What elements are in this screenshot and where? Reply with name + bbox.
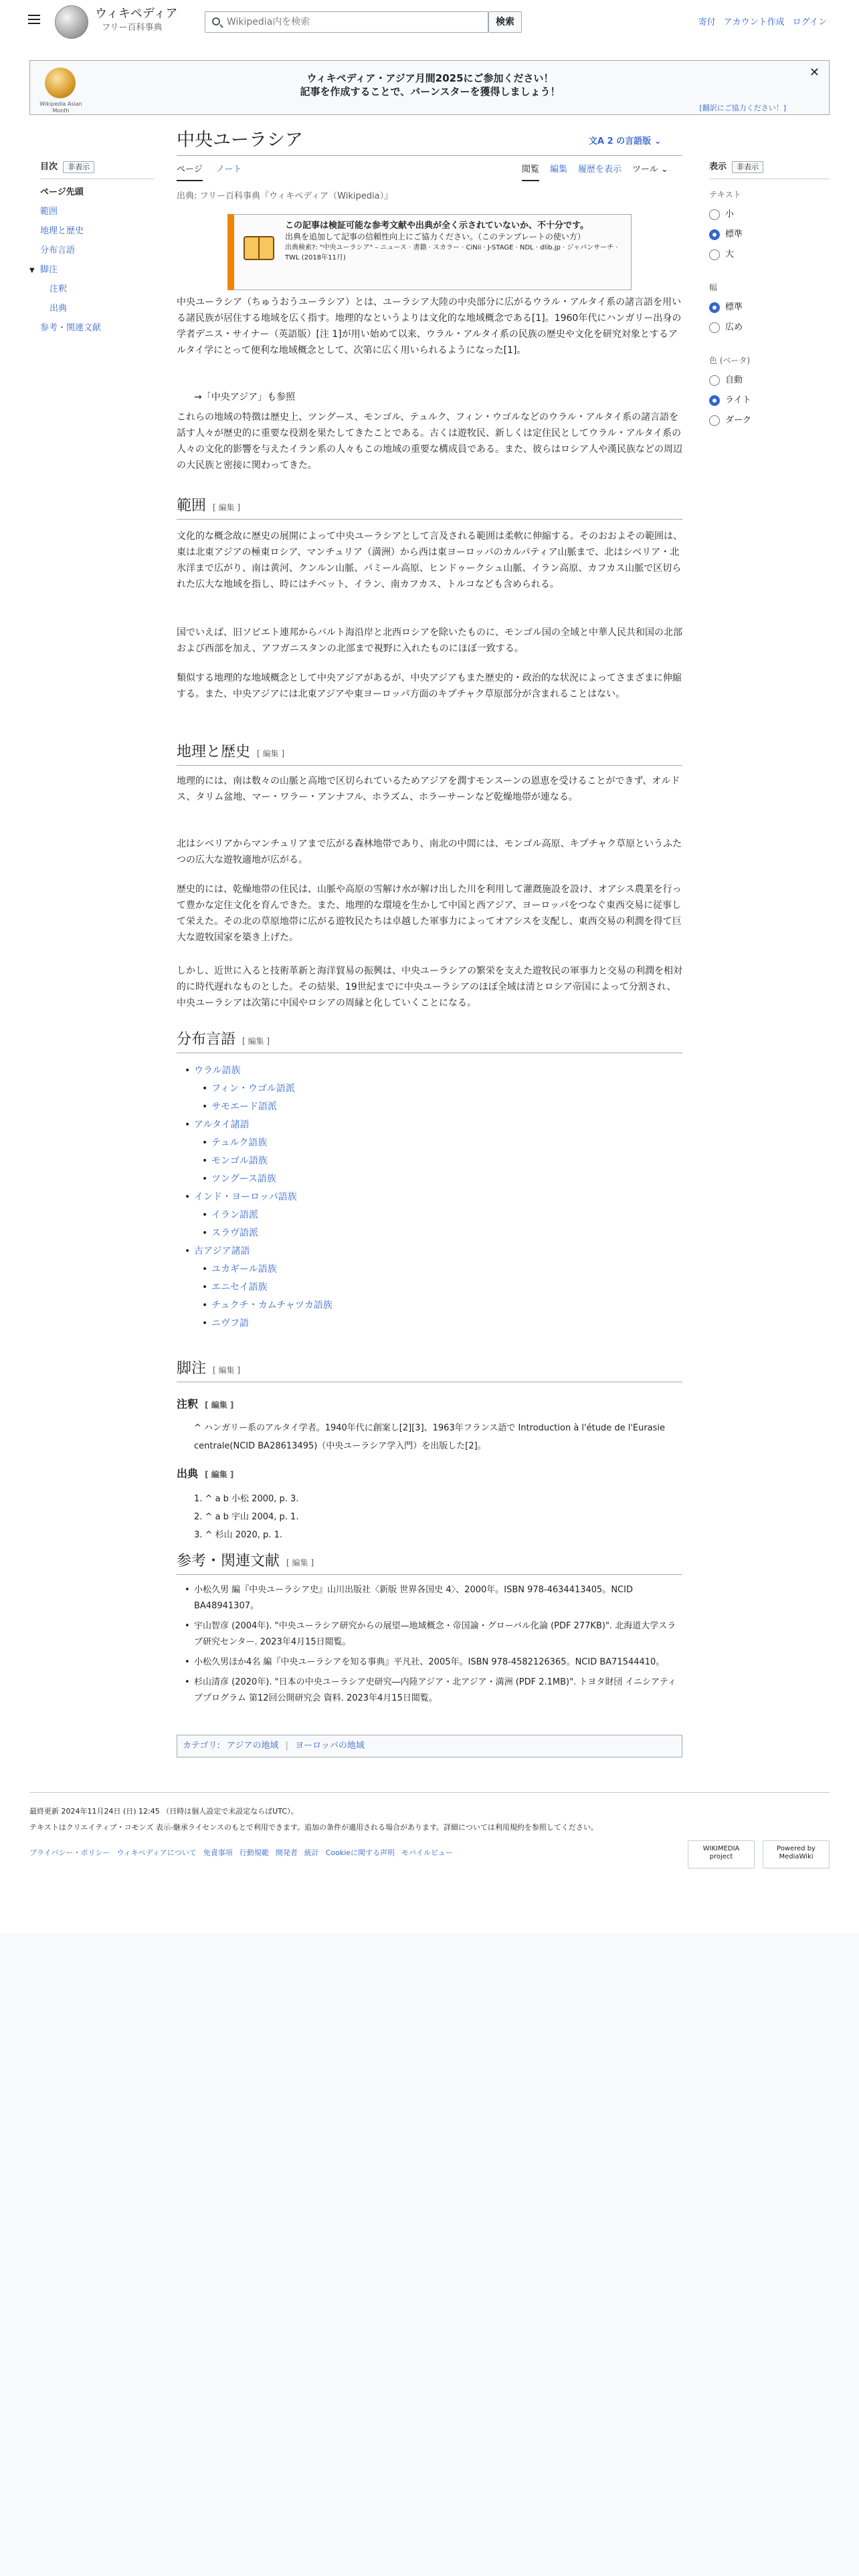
width-wide-radio[interactable] [709, 321, 830, 334]
radio-label: ダーク [725, 415, 752, 426]
category-separator: | [285, 1741, 289, 1751]
radio-selected-icon [709, 229, 720, 240]
section-heading-geography-history [177, 742, 682, 766]
radio-label: 標準 [725, 302, 743, 313]
notes-list [177, 1419, 682, 1455]
geo-text-2: 北はシベリアからマンチュリアまで広がる森林地帯であり、南北の中間には、モンゴル高原、キプチャク草原というふたつの広大な遊牧適地が広がる。 [177, 839, 682, 865]
donate-link[interactable]: 寄付 [698, 17, 716, 27]
list-item[interactable]: • ツングース語族 [177, 1170, 682, 1188]
mbox-line-2[interactable]: 出典を追加して記事の信頼性向上にご協力ください。（このテンプレートの使い方） [285, 232, 585, 241]
page-title: 中央ユーラシア [177, 130, 303, 150]
wikipedia-logo-icon[interactable] [55, 5, 88, 39]
chevron-down-icon: ⌄ [651, 136, 662, 146]
list-item[interactable]: • イラン語派 [177, 1206, 682, 1224]
hatnote[interactable]: →「中央アジア」も参照 [194, 392, 296, 403]
radio-icon [709, 249, 720, 260]
range-text-3: 類似する地理的な地域概念として中央アジアがあるが、中央アジアもまた歴史的・政治的な状況によってさまざまに伸縮する。また、中央アジアには北東アジアや東ヨーロッパ方面のキプチャク草原部分が含まれることはない。 [177, 673, 682, 700]
toc-item-references[interactable]: 参考・関連文献 [40, 322, 102, 333]
geo-text-4: しかし、近世に入ると技術革新と海洋貿易の振興は、中央ユーラシアの繁栄を支えた遊牧民の軍事力と交易の利潤を相対的に時代遅れなものとした。その結果、19世紀までに中央ユーラシアのほぼ全域は清とロシア帝国によって分割され、中央ユーラシアは次第に中国やロシアの周縁と化していくことになる。 [177, 966, 682, 1008]
footer-divider [29, 1792, 830, 1793]
banner-message[interactable] [30, 72, 830, 98]
subsection-title-notes: 注釈 [177, 1398, 199, 1410]
list-item[interactable]: • ウラル語族 [177, 1062, 682, 1080]
mbox-line-3[interactable]: 出典検索?: "中央ユーラシア" – ニュース · 書籍 · スカラー · CiNii · J-STAGE · NDL · dlib.jp · ジャパンサーチ · TWL (2018年11月) [285, 244, 618, 261]
last-modified: 最終更新 2024年11月24日 (日) 12:45 （日時は個人設定で未設定ならばUTC）。 [29, 1807, 298, 1816]
tools-label: ツール [632, 165, 658, 175]
geo-text-1: 地理的には、南は数々の山脈と高地で区切られているためアジアを潤すモンスーンの恩恵を受けることができず、オルドス、タリム盆地、マー・ワラー・アンナフル、ホラズム、ホラーサーンなど乾燥地帯が連なる。 [177, 776, 680, 802]
appearance-panel [709, 160, 830, 434]
close-icon[interactable]: ✕ [809, 66, 820, 80]
section-title-references: 参考・関連文献 [177, 1553, 280, 1570]
geo-paragraph-1 [177, 773, 682, 805]
book-icon [244, 236, 274, 260]
page-bottom-area [0, 1933, 859, 2576]
table-of-contents [29, 160, 154, 342]
radio-icon [709, 209, 720, 220]
reference-item[interactable]: • 小松久男 編『中央ユーラシア史』山川出版社〈新版 世界各国史 4〉、2000年。ISBN 978-4634413405。NCID BA48941307。 [177, 1582, 682, 1614]
intro-paragraph-1 [177, 294, 682, 358]
list-item[interactable]: • ユカギール語族 [177, 1261, 682, 1279]
subsection-heading-notes [177, 1396, 682, 1413]
edit-link-languages[interactable]: [ 編集 ] [242, 1037, 270, 1046]
geo-text-3: 歴史的には、乾燥地帯の住民は、山脈や高原の雪解け水が解け出した川を利用して灌漑施設を設け、オアシス農業を行って豊かな定住文化を育んできた。また、地理的な環境を生かして中国と西アジア、ヨーロッパをつなぐ東西交易に従事して栄えた。その北の草原地帯に広がる遊牧民たちは卓越した軍事力によってオアシスを支配し、東西交易の利潤を得て巨大な遊牧国家を築き上げた。 [177, 884, 682, 943]
language-button-label: 2 の言語版 [607, 136, 652, 146]
edit-link-footnotes[interactable]: [ 編集 ] [213, 1366, 241, 1375]
width-standard-radio[interactable] [709, 301, 830, 314]
radio-icon [709, 375, 720, 386]
tab-page[interactable]: ページ [177, 163, 203, 181]
width-label: 幅 [709, 282, 718, 292]
footer-link-mobile[interactable]: モバイルビュー [401, 1848, 454, 1857]
license-text[interactable]: テキストはクリエイティブ・コモンズ 表示-継承ライセンスのもとで利用できます。追加の条件が適用される場合があります。詳細については利用規約を参照してください。 [29, 1823, 598, 1832]
list-item[interactable]: • ニヴフ語 [177, 1315, 682, 1333]
logo-subtitle: フリー百科事典 [102, 23, 163, 33]
footer-link-cookie[interactable]: Cookieに関する声明 [325, 1848, 395, 1857]
list-item[interactable]: • テュルク語族 [177, 1134, 682, 1152]
radio-label: 標準 [725, 229, 743, 239]
section-heading-footnotes [177, 1359, 682, 1382]
sources-list [177, 1490, 682, 1544]
intro-text-1: 中央ユーラシア（ちゅうおうユーラシア）とは、ユーラシア大陸の中央部分に広がるウラル・アルタイ系の諸言語を用いる諸民族が居住する地域を広く指す。地理的なというよりは文化的な地域概念である[1]。1960年代にハンガリー出身の学者デニス・サイナー（英語版）[注 1]が用い始めて以来、ウラル・アルタイ系の民族の歴史や文化を研究対象とするアルタイ学にとって便利な地域概念として、次第に広く用いられるようになった[1]。 [177, 297, 682, 356]
list-item[interactable]: • モンゴル語族 [177, 1152, 682, 1170]
edit-link-references[interactable]: [ 編集 ] [286, 1558, 314, 1568]
footer-link-about[interactable]: ウィキペディアについて [116, 1848, 197, 1857]
banner-line-2: 記事を作成することで、バーンスターを獲得しましょう！ [300, 86, 561, 98]
tab-tools[interactable] [632, 163, 668, 181]
toc-title: 目次 [40, 162, 58, 172]
list-item[interactable]: • フィン・ウゴル語派 [177, 1080, 682, 1098]
wikimedia-badge[interactable]: WIKIMEDIA project [688, 1840, 755, 1868]
reference-item[interactable]: • 杉山清彦 (2020年). "日本の中央ユーラシア史研究―内陸アジア・北アジア・満洲 (PDF 2.1MB)". トヨタ財団 イニシアティブプログラム 第12回公開研究会 資料. 2023年4月15日閲覧。 [177, 1675, 682, 1707]
login-link[interactable]: ログイン [792, 17, 827, 27]
radio-selected-icon [709, 395, 720, 406]
radio-label: ライト [725, 395, 751, 406]
list-item[interactable]: • チュクチ・カムチャツカ語族 [177, 1297, 682, 1315]
search-button[interactable]: 検索 [488, 11, 522, 33]
note-item-1: ^ ハンガリー系のアルタイ学者。1940年代に創案し[2][3]、1963年フランス語で Introduction à l'étude de l'Eurasie centrale(NCID BA28613495)（中央ユーラシア学入門）を出版した[2]。 [194, 1423, 666, 1451]
site-notice-banner [29, 60, 830, 115]
radio-selected-icon [709, 302, 720, 313]
personal-tools [698, 16, 827, 30]
title-divider [177, 155, 682, 156]
category-link[interactable]: アジアの地域 [227, 1741, 279, 1751]
logo-title[interactable]: ウィキペディア [95, 7, 178, 21]
radio-icon [709, 322, 720, 333]
category-box [177, 1735, 682, 1757]
search-icon [212, 17, 220, 25]
subsection-title-sources: 出典 [177, 1467, 199, 1480]
footer-link-privacy[interactable]: プライバシー・ポリシー [29, 1848, 110, 1857]
reference-item[interactable]: • 宇山智彦 (2004年). "中央ユーラシア研究からの展望—地域概念・帝国論・グローバル化論 (PDF 277KB)". 北海道大学スラブ研究センター. 2023年4月15日閲覧。 [177, 1618, 682, 1650]
geo-paragraph-4 [177, 963, 682, 1011]
search-field[interactable] [205, 11, 488, 33]
text-size-small-radio[interactable] [709, 208, 830, 221]
namespace-tabs [177, 163, 242, 181]
radio-label: 小 [725, 209, 735, 219]
toc-item-footnotes[interactable] [29, 264, 154, 276]
edit-link-range[interactable]: [ 編集 ] [213, 503, 241, 512]
list-item[interactable]: • アルタイ諸語 [177, 1116, 682, 1134]
search-input[interactable]: Wikipedia内を検索 [227, 17, 310, 27]
main-menu-icon[interactable] [28, 15, 40, 24]
mediawiki-badge[interactable]: Powered by MediaWiki [763, 1840, 830, 1868]
radio-label: 広め [725, 322, 743, 333]
chevron-down-icon[interactable]: ▼ [29, 266, 35, 274]
maintenance-notice [227, 214, 632, 290]
edit-link-geography-history[interactable]: [ 編集 ] [257, 749, 285, 758]
appearance-hide-button[interactable]: 非表示 [732, 161, 763, 173]
text-size-label: テキスト [709, 189, 741, 199]
toc-item-notes[interactable]: 注釈 [50, 284, 68, 294]
color-dark-radio[interactable] [709, 414, 830, 427]
range-text-2: 国でいえば、旧ソビエト連邦からバルト海沿岸と北西ロシアを除いたものに、モンゴル国の全域と中華人民共和国の北部および西部を加え、アフガニスタンの北部まで視野に入れたものにほぼ一致する。 [177, 627, 682, 654]
section-title-range: 範囲 [177, 498, 207, 514]
source-item[interactable]: 2. ^ a b 宇山 2004, p. 1. [194, 1512, 299, 1522]
toc-item-footnotes-label: 脚注 [40, 264, 58, 275]
source-item[interactable]: 3. ^ 杉山 2020, p. 1. [194, 1530, 282, 1540]
intro-paragraph-2 [177, 409, 682, 473]
footer-link-disclaimer[interactable]: 免責事項 [203, 1848, 233, 1857]
footer-link-conduct[interactable]: 行動規範 [239, 1848, 269, 1857]
geo-paragraph-2 [177, 836, 682, 868]
footer-links [29, 1847, 453, 1859]
banner-line-1: ウィキペディア・アジア月間2025にご参加ください！ [306, 72, 554, 84]
range-paragraph-2 [177, 625, 682, 657]
text-size-standard-radio[interactable] [709, 228, 830, 241]
toc-item-sources[interactable]: 出典 [50, 303, 68, 314]
banner-translate-link[interactable]: [翻訳にご協力ください！] [699, 104, 786, 112]
range-paragraph-3 [177, 670, 682, 702]
site-subtitle: 出典: フリー百科事典『ウィキペディア（Wikipedia）』 [177, 191, 393, 201]
tab-history[interactable]: 履歴を表示 [578, 165, 622, 175]
toc-hide-button[interactable]: 非表示 [63, 161, 94, 173]
color-auto-radio[interactable] [709, 374, 830, 387]
color-label: 色 (ベータ) [709, 356, 751, 366]
toc-item-geography-history[interactable]: 地理と歴史 [40, 225, 84, 236]
tab-edit[interactable]: 編集 [550, 165, 568, 175]
chevron-down-icon: ⌄ [658, 165, 668, 175]
mbox-line-1: この記事は検証可能な参考文献や出典が全く示されていないか、不十分です。 [285, 221, 589, 231]
section-heading-range [177, 496, 682, 520]
radio-label: 自動 [725, 375, 743, 386]
banner-logo-caption: Wikipedia Asian Month [39, 101, 82, 114]
toc-item-range[interactable]: 範囲 [40, 206, 58, 217]
radio-label: 大 [725, 249, 735, 259]
references-list [177, 1582, 682, 1711]
list-item[interactable]: • インド・ヨーロッパ語族 [177, 1188, 682, 1206]
section-title-geography-history: 地理と歴史 [177, 744, 251, 760]
language-button[interactable] [589, 135, 662, 149]
color-light-radio[interactable] [709, 394, 830, 407]
site-header [0, 0, 859, 44]
reference-item[interactable]: • 小松久男ほか4名 編『中央ユーラシアを知る事典』平凡社、2005年。ISBN 978-4582126365。NCID BA71544410。 [177, 1654, 682, 1671]
category-label[interactable]: カテゴリ: [183, 1741, 220, 1751]
section-heading-languages [177, 1030, 682, 1053]
range-text-1: 文化的な概念故に歴史の展開によって中央ユーラシアとして言及される範囲は柔軟に伸縮する。そのおおよその範囲は、東は北東アジアの極東ロシア、マンチュリア（満洲）から西は東ヨーロッパのカルパティア山脈まで、北はシベリア・北氷洋まで広がり、南は黄河、クンルン山脈、パミール高原、ヒンドゥークシュ山脈、イラン高原、カフカス山脈で区切られた広大な地域を指し、時にはチベット、イラン、南カフカス、トルコなども含められる。 [177, 531, 682, 590]
footer-link-developers[interactable]: 開発者 [275, 1848, 298, 1857]
edit-link-notes[interactable]: [ 編集 ] [205, 1400, 234, 1410]
list-item[interactable]: • 古アジア諸語 [177, 1243, 682, 1261]
edit-link-sources[interactable]: [ 編集 ] [205, 1470, 234, 1479]
tab-read[interactable]: 閲覧 [522, 163, 539, 181]
list-item[interactable]: • スラヴ語派 [177, 1224, 682, 1243]
create-account-link[interactable]: アカウント作成 [723, 17, 785, 27]
language-list [177, 1062, 682, 1333]
list-item[interactable]: • エニセイ語族 [177, 1279, 682, 1297]
source-item[interactable]: 1. ^ a b 小松 2000, p. 3. [194, 1494, 299, 1504]
category-link[interactable]: ヨーロッパの地域 [295, 1741, 365, 1751]
radio-icon [709, 415, 720, 426]
appearance-title: 表示 [709, 162, 727, 172]
text-size-large-radio[interactable] [709, 248, 830, 261]
subsection-heading-sources [177, 1466, 682, 1483]
view-tabs [522, 163, 668, 181]
range-paragraph-1 [177, 528, 682, 593]
geo-paragraph-3 [177, 881, 682, 946]
footer-info [29, 1806, 830, 1834]
translate-icon: 文A [589, 136, 607, 146]
footer-link-stats[interactable]: 統計 [304, 1848, 319, 1857]
toc-item-languages[interactable]: 分布言語 [40, 245, 76, 255]
list-item[interactable]: • サモエード語派 [177, 1098, 682, 1116]
section-title-languages: 分布言語 [177, 1031, 236, 1048]
toc-item-top[interactable]: ページ先頭 [40, 187, 84, 197]
intro-text-2: これらの地域の特徴は歴史上、ツングース、モンゴル、テュルク、フィン・ウゴルなどのウラル・アルタイ系の諸言語を話す人々が歴史的に重要な役割を果たしてきたことである。古くは遊牧民、新しくは定住民としてウラル・アルタイ系の人々の文化的影響を与えたイラン系の人々もこの地域の重要な構成員である。また、彼らはロシア人や漢民族などの周辺の大民族と密接に関わってきた。 [177, 412, 682, 471]
section-heading-references [177, 1551, 682, 1575]
tab-talk[interactable]: ノート [215, 165, 242, 175]
section-title-footnotes: 脚注 [177, 1360, 207, 1377]
